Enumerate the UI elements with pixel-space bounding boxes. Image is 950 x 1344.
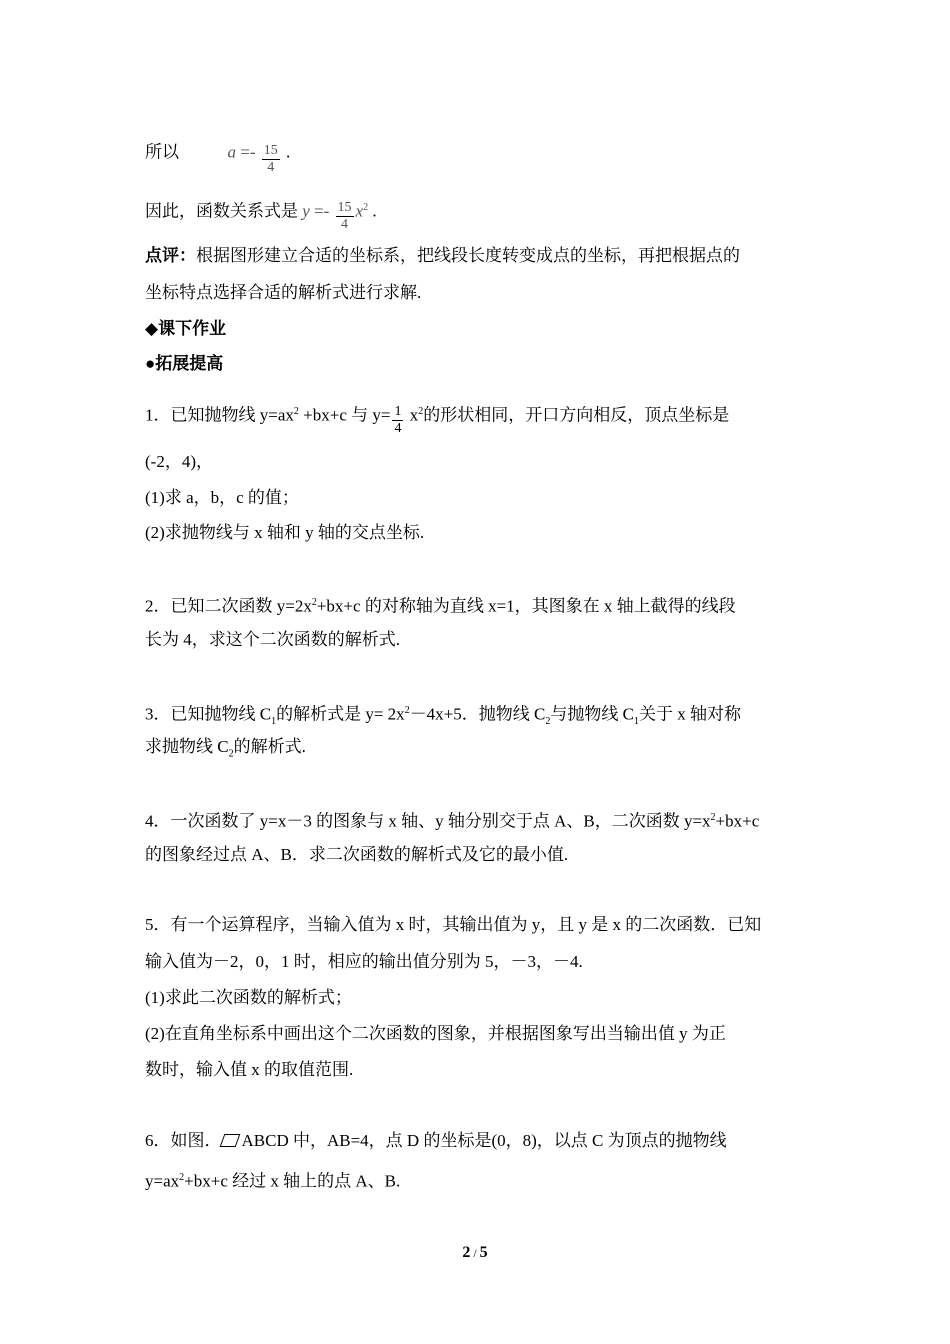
question-2-line-2: 长为 4，求这个二次函数的解析式. <box>145 630 400 649</box>
question-1-line-1: 1．已知抛物线 $y=ax^2 +bx+c$ 与 y= $\frac{1}{4}$ $x^2$的形状相同，开口方向相反，顶点坐标是 <box>145 404 730 436</box>
question-3-line-2: 求抛物线 $C_2$的解析式. <box>145 737 306 760</box>
question-5-sub-2b: 数时，输入值 x 的取值范围. <box>145 1060 354 1079</box>
homework-heading: ◆课下作业 <box>145 319 227 338</box>
function-expression-line: 因此，函数关系式是 y =- $\frac{15}{4}$ $x^2$ . <box>145 200 377 232</box>
q1-fraction: $\frac{1}{4}$ <box>394 404 402 436</box>
a-variable: a <box>227 142 236 162</box>
a-equals: =- <box>240 142 256 162</box>
solution-a-line: 所以 a =- $\frac{15}{4}$ . <box>145 142 291 175</box>
question-1-line-2: (-2，4)， <box>145 452 213 471</box>
question-1-sub-2: (2)求抛物线与 x 轴和 y 轴的交点坐标. <box>145 523 425 542</box>
question-5-line-1: 5．有一个运算程序，当输入值为 x 时，其输出值为 y，且 y 是 x 的二次函数．已知 <box>145 915 762 934</box>
parallelogram-icon <box>219 1134 240 1147</box>
question-4-line-2: 的图象经过点 A、B．求二次函数的解析式及它的最小值. <box>145 845 569 864</box>
comment-line-2: 坐标特点选择合适的解析式进行求解. <box>145 283 422 302</box>
so-label: 所以 <box>145 142 179 162</box>
comment-line-1: 点评：根据图形建立合适的坐标系，把线段长度转变成点的坐标，再把根据点的 <box>145 246 740 265</box>
question-5-sub-2a: (2)在直角坐标系中画出这个二次函数的图象，并根据图象写出当输出值 y 为正 <box>145 1024 726 1043</box>
total-pages: 5 <box>479 1244 488 1261</box>
page-number: 2 / 5 <box>462 1244 488 1261</box>
y-fraction: $\frac{15}{4}$ <box>337 200 352 232</box>
question-6-line-1: 6．如图． ABCD 中，AB=4，点 D 的坐标是(0，8)，以点 C 为顶点的抛物线 <box>145 1131 727 1150</box>
question-5-sub-1: (1)求此二次函数的解析式； <box>145 988 352 1007</box>
question-3-line-1: 3．已知抛物线 $C_1$的解析式是 $y= 2x^2-4x+5$．抛物线 $C_2$与抛物线 $C_1$关于 x 轴对称 <box>145 704 741 728</box>
therefore-text: 因此，函数关系式是 <box>145 201 298 221</box>
question-4-line-1: 4．一次函数了 y=x－3 的图象与 x 轴、y 轴分别交于点 A、B，二次函数 $y=x^2+bx+c$ <box>145 811 760 831</box>
question-1-sub-1: (1)求 a，b，c 的值； <box>145 488 299 507</box>
question-2-line-1: 2．已知二次函数 $y=2x^2+bx+c$ 的对称轴为直线 x=1，其图象在 x 轴上截得的线段 <box>145 596 736 616</box>
question-6-line-2: $y=ax^2+bx+c$ 经过 x 轴上的点 A、B. <box>145 1171 401 1191</box>
current-page: 2 <box>462 1244 471 1261</box>
question-5-line-2: 输入值为－2，0，1 时，相应的输出值分别为 5，－3，－4. <box>145 952 583 971</box>
comment-label: 点评： <box>145 246 196 265</box>
a-fraction: $\frac{15}{4}$ <box>263 143 278 175</box>
extension-heading: ●拓展提高 <box>145 354 224 373</box>
